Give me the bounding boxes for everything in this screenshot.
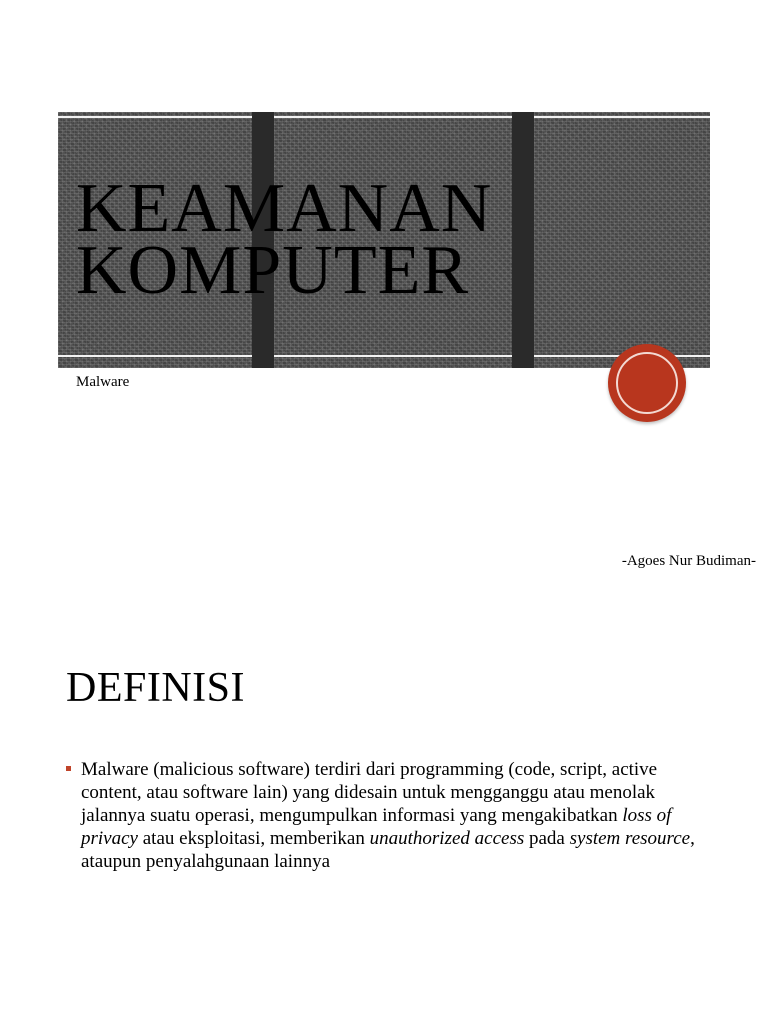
bullet-item [66, 758, 706, 873]
decorative-circle-badge [608, 344, 686, 422]
italic-term-loss-of-privacy: loss of privacy [81, 805, 672, 849]
author-name: -Agoes Nur Budiman- [621, 553, 756, 569]
slide-title [76, 170, 493, 309]
banner-dark-column [512, 112, 534, 368]
italic-term-unauthorized-access: unauthorized access [369, 828, 525, 849]
square-bullet-icon [66, 766, 71, 771]
definition-slide [0, 620, 768, 1024]
badge-ring [616, 352, 678, 414]
bullet-text-part: pada [524, 828, 570, 849]
title-line-2: KOMPUTER [76, 232, 470, 309]
bullet-list [66, 758, 706, 873]
slide-subtitle: Malware [76, 374, 130, 390]
italic-term-system-resource: system resource [569, 828, 691, 849]
bullet-text-part: atau eksploitasi, memberikan [137, 828, 370, 849]
bullet-text-part: Malware (malicious software) terdiri dari programming (code, script, active content, atau software lain) yang didesain untuk mengganggu atau menolak jalannya suatu operasi, mengumpulkan informasi yang mengakibatkan [81, 759, 658, 826]
title-line-1: KEAMANAN [76, 170, 493, 247]
bullet-text-part: , ataupun penyalahgunaan lainnya [81, 828, 695, 872]
slide-heading: DEFINISI [66, 665, 245, 711]
banner-panel [534, 112, 710, 368]
